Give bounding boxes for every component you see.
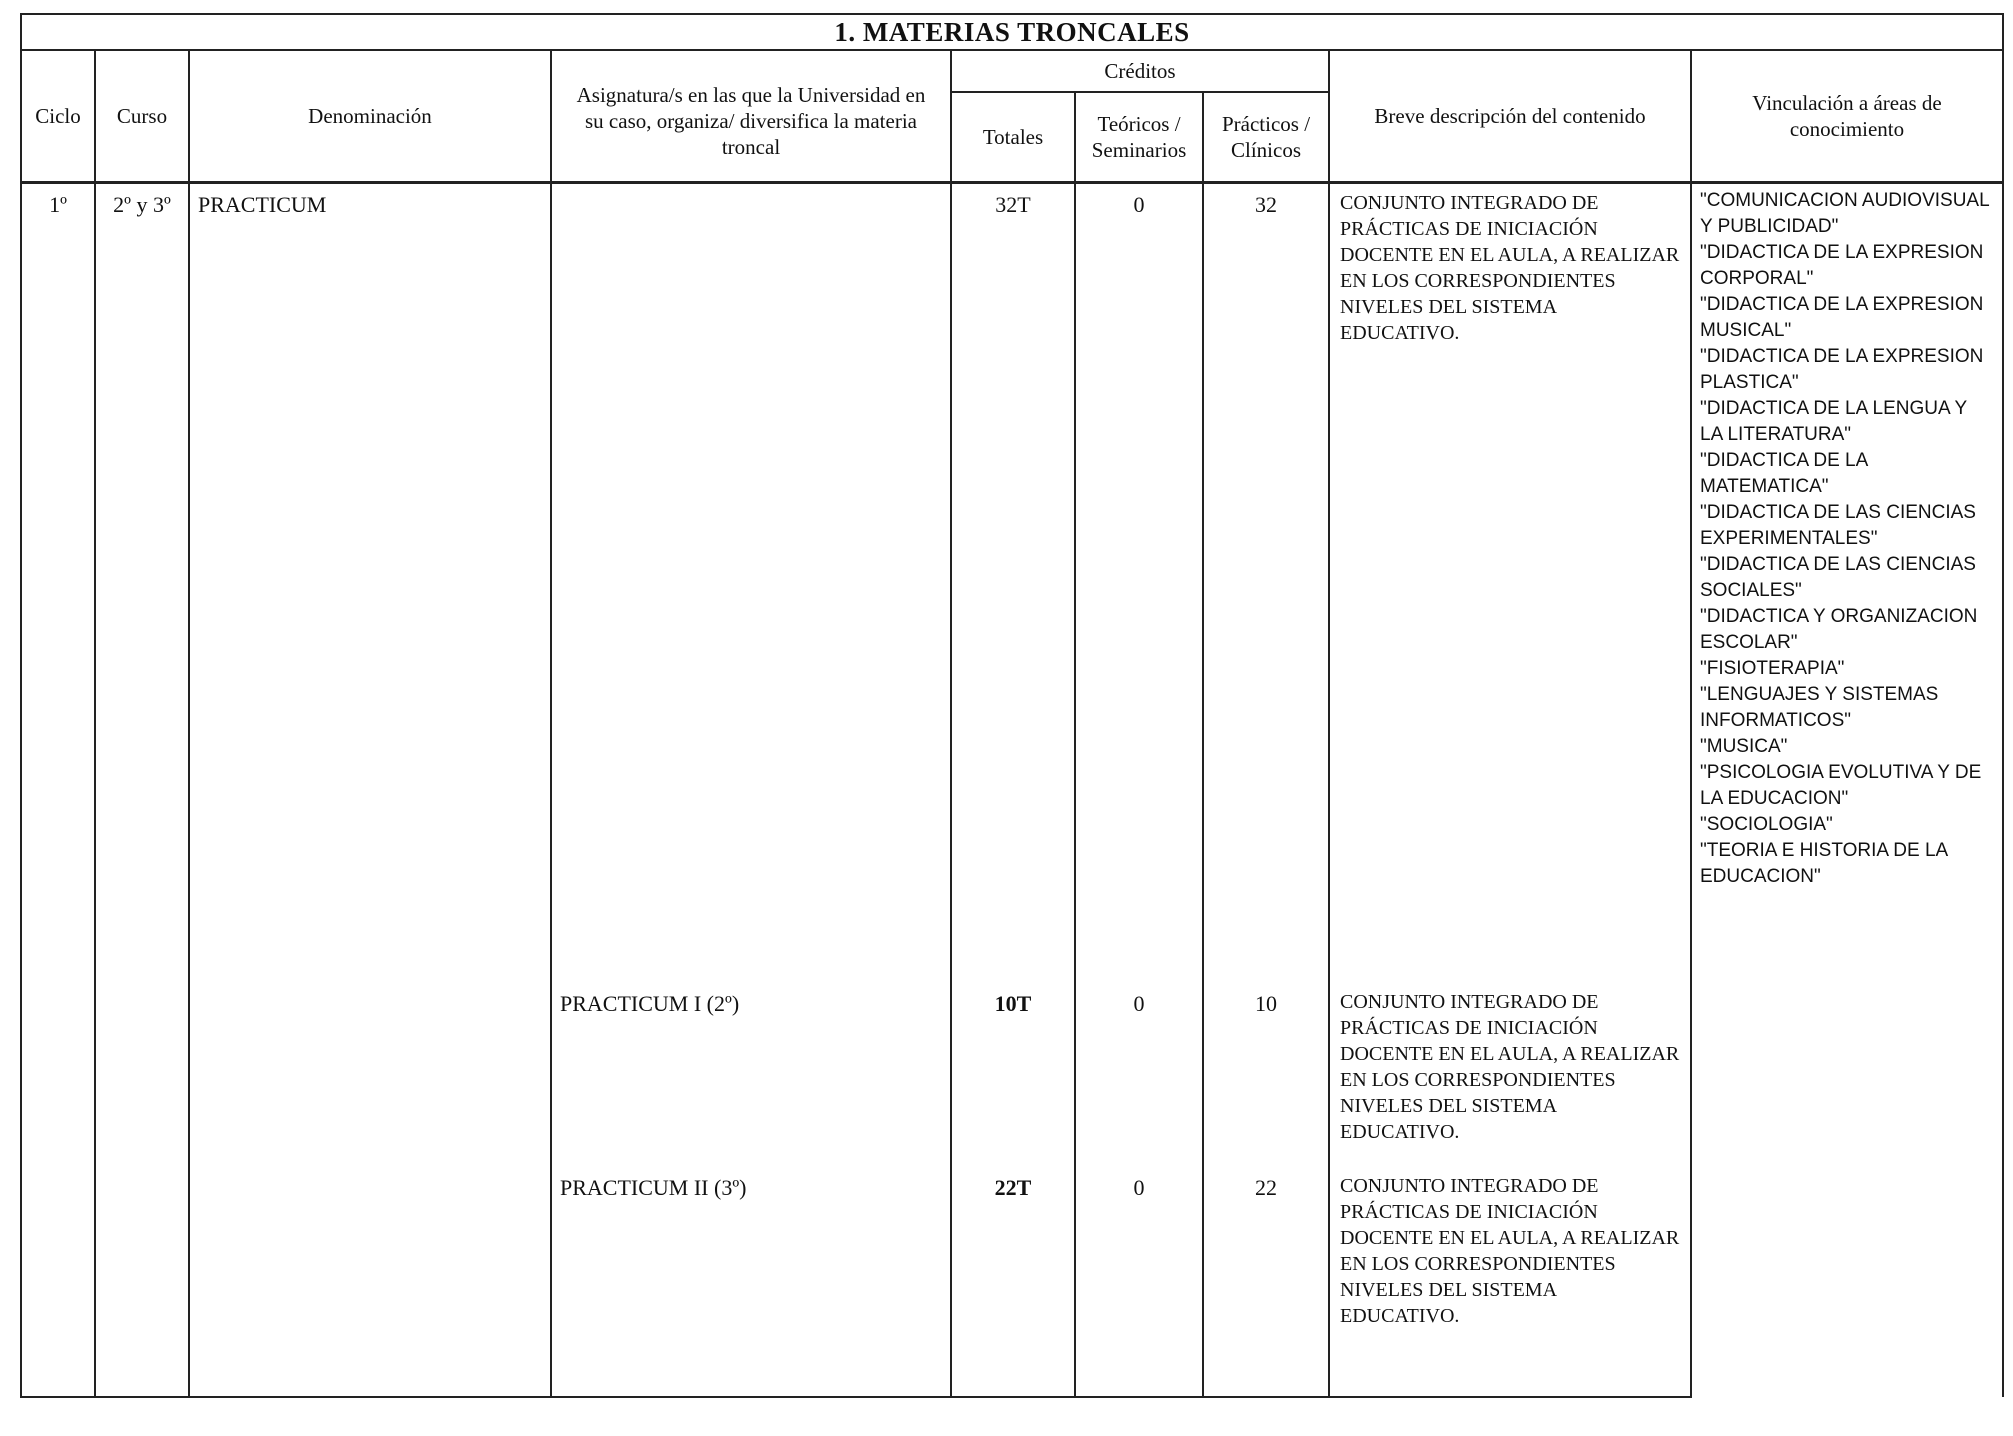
cell-practicos: 32 (1203, 183, 1329, 983)
cell-asignatura: PRACTICUM I (2º) (551, 983, 951, 1167)
cell-totales: 32T (951, 183, 1075, 983)
area-item: "DIDACTICA DE LAS CIENCIAS EXPERIMENTALES" (1700, 502, 1976, 549)
cell-teoricos: 0 (1075, 183, 1203, 983)
cell-asignatura: PRACTICUM II (3º) (551, 1167, 951, 1397)
header-vinculacion: Vinculación a áreas de conocimiento (1691, 50, 2003, 183)
cell-vinculacion (1691, 183, 2003, 1397)
area-item: "DIDACTICA DE LA EXPRESION PLASTICA" (1700, 346, 1984, 393)
header-curso: Curso (95, 50, 189, 183)
header-descripcion: Breve descripción del contenido (1329, 50, 1691, 183)
cell-descripcion: CONJUNTO INTEGRADO DE PRÁCTICAS DE INICIACIÓN DOCENTE EN EL AULA, A REALIZAR EN LOS CORRESPONDIENTES NIVELES DEL SISTEMA EDUCATIVO. (1329, 183, 1691, 983)
cell-teoricos: 0 (1075, 1167, 1203, 1397)
area-item: "DIDACTICA DE LA LENGUA Y LA LITERATURA" (1700, 398, 1967, 445)
cell-descripcion: CONJUNTO INTEGRADO DE PRÁCTICAS DE INICIACIÓN DOCENTE EN EL AULA, A REALIZAR EN LOS CORRESPONDIENTES NIVELES DEL SISTEMA EDUCATIVO. (1329, 983, 1691, 1167)
header-teoricos: Teóricos / Seminarios (1075, 92, 1203, 183)
table-row (21, 183, 2003, 983)
area-item: "DIDACTICA DE LA EXPRESION MUSICAL" (1700, 294, 1984, 341)
document-page (20, 13, 2002, 1398)
section-title: 1. MATERIAS TRONCALES (21, 14, 2003, 50)
area-item: "DIDACTICA DE LAS CIENCIAS SOCIALES" (1700, 554, 1976, 601)
cell-curso: 2º y 3º (95, 183, 189, 983)
cell-descripcion: CONJUNTO INTEGRADO DE PRÁCTICAS DE INICIACIÓN DOCENTE EN EL AULA, A REALIZAR EN LOS CORRESPONDIENTES NIVELES DEL SISTEMA EDUCATIVO. (1329, 1167, 1691, 1397)
materias-troncales-table (20, 13, 2004, 1398)
area-item: "FISIOTERAPIA" (1700, 658, 1845, 679)
cell-teoricos: 0 (1075, 983, 1203, 1167)
cell-totales: 22T (951, 1167, 1075, 1397)
area-item: "COMUNICACION AUDIOVISUAL Y PUBLICIDAD" (1700, 190, 1989, 237)
header-totales: Totales (951, 92, 1075, 183)
area-item: "SOCIOLOGIA" (1700, 814, 1833, 835)
area-item: "TEORIA E HISTORIA DE LA EDUCACION" (1700, 840, 1948, 887)
area-item: "DIDACTICA Y ORGANIZACION ESCOLAR" (1700, 606, 1978, 653)
area-item: "PSICOLOGIA EVOLUTIVA Y DE LA EDUCACION" (1700, 762, 1982, 809)
header-denominacion: Denominación (189, 50, 551, 183)
header-asignatura: Asignatura/s en las que la Universidad en su caso, organiza/ diversifica la materia troncal (551, 50, 951, 183)
cell-practicos: 10 (1203, 983, 1329, 1167)
cell-denominacion: PRACTICUM (189, 183, 551, 983)
area-item: "LENGUAJES Y SISTEMAS INFORMATICOS" (1700, 684, 1939, 731)
cell-practicos: 22 (1203, 1167, 1329, 1397)
area-item: "DIDACTICA DE LA EXPRESION CORPORAL" (1700, 242, 1984, 289)
cell-asignatura (551, 183, 951, 983)
header-practicos: Prácticos / Clínicos (1203, 92, 1329, 183)
area-item: "MUSICA" (1700, 736, 1788, 757)
header-creditos: Créditos (951, 50, 1329, 92)
area-item: "DIDACTICA DE LA MATEMATICA" (1700, 450, 1868, 497)
cell-totales: 10T (951, 983, 1075, 1167)
cell-ciclo: 1º (21, 183, 95, 983)
header-ciclo: Ciclo (21, 50, 95, 183)
